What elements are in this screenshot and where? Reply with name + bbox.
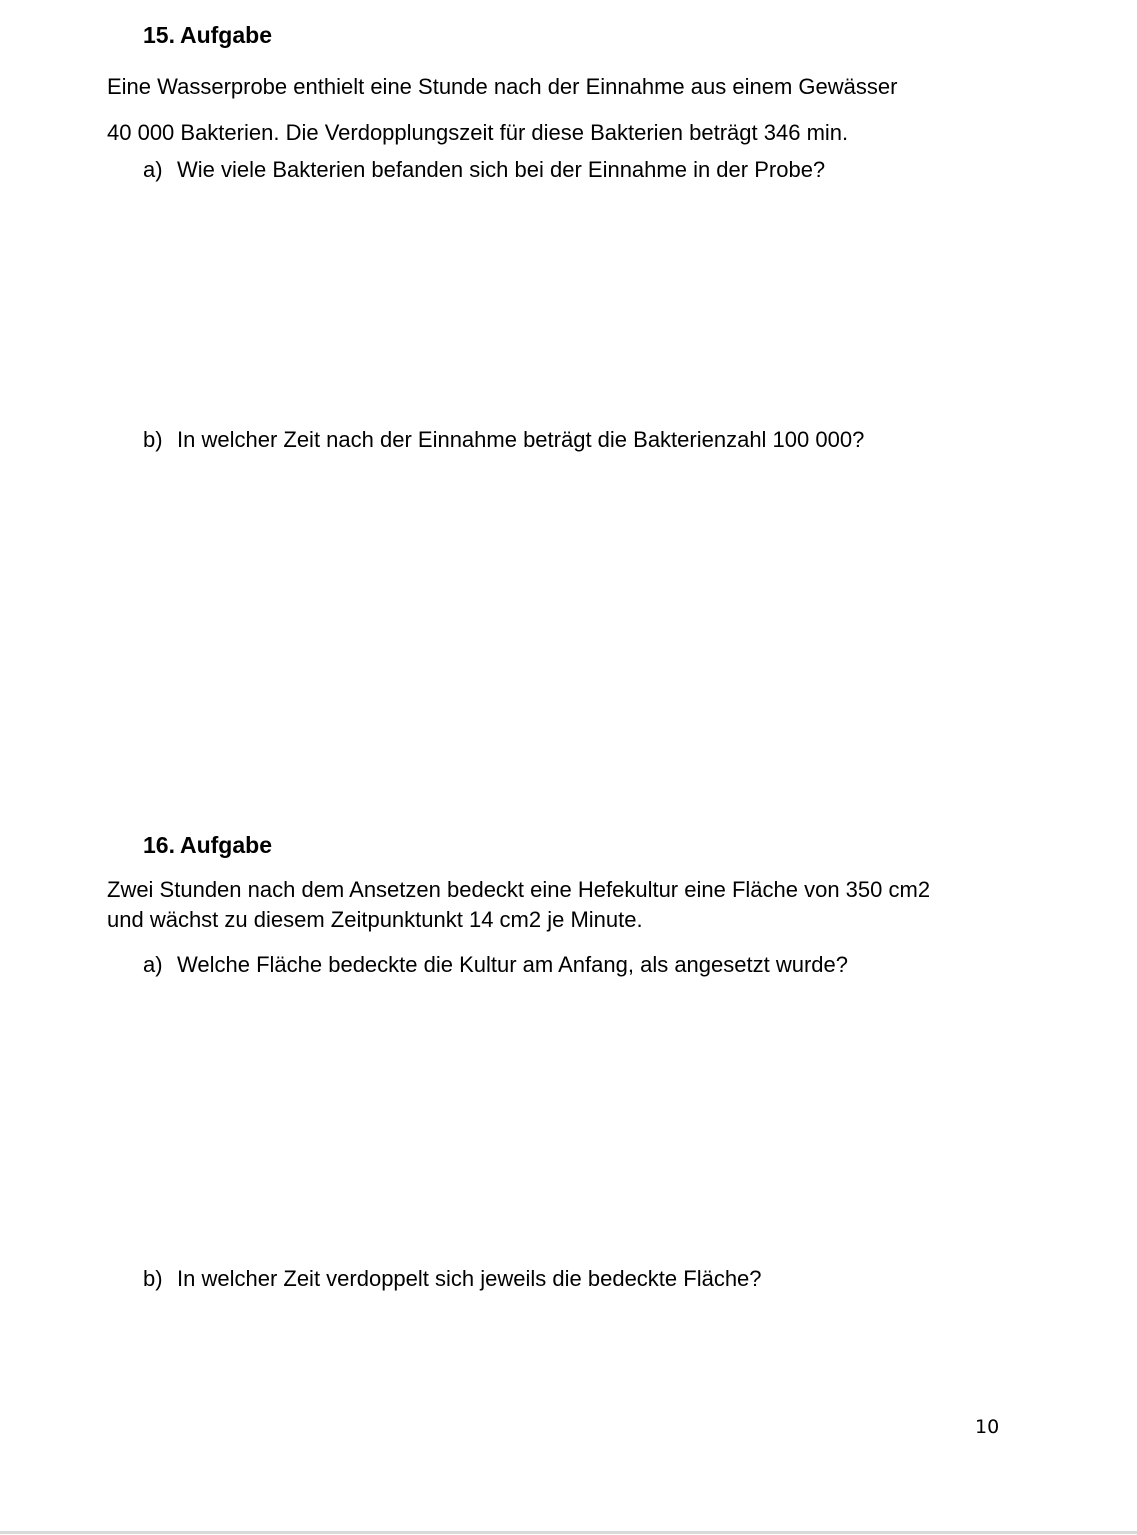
task-16-number: 16. bbox=[143, 832, 175, 858]
task-16-heading bbox=[143, 831, 272, 859]
subtask-marker: b) bbox=[143, 427, 163, 452]
subtask-text: Welche Fläche bedeckte die Kultur am Anfang, als angesetzt wurde? bbox=[177, 952, 848, 977]
subtask-marker: a) bbox=[143, 952, 163, 977]
task-16-description bbox=[107, 875, 930, 935]
task-15-text-line: 40 000 Bakterien. Die Verdopplungszeit für diese Bakterien beträgt 346 min. bbox=[107, 120, 849, 145]
task-16-subtask-a bbox=[143, 951, 848, 979]
task-16-subtask-b bbox=[143, 1265, 762, 1293]
task-15-subtask-b bbox=[143, 426, 864, 454]
task-15-number: 15. bbox=[143, 22, 175, 48]
task-16-text-line: und wächst zu diesem Zeitpunktunkt 14 cm2 je Minute. bbox=[107, 907, 643, 932]
task-15-text-line: Eine Wasserprobe enthielt eine Stunde nach der Einnahme aus einem Gewässer bbox=[107, 74, 898, 99]
subtask-text: Wie viele Bakterien befanden sich bei der Einnahme in der Probe? bbox=[177, 157, 826, 182]
subtask-text: In welcher Zeit verdoppelt sich jeweils die bedeckte Fläche? bbox=[177, 1266, 762, 1291]
task-15-description bbox=[107, 64, 897, 156]
task-15-heading bbox=[143, 21, 272, 49]
page-bottom-divider bbox=[0, 1531, 1137, 1534]
subtask-text: In welcher Zeit nach der Einnahme beträgt die Bakterienzahl 100 000? bbox=[177, 427, 865, 452]
task-16-text-line: Zwei Stunden nach dem Ansetzen bedeckt eine Hefekultur eine Fläche von 350 cm2 bbox=[107, 877, 931, 902]
subtask-marker: b) bbox=[143, 1266, 163, 1291]
task-16-title: Aufgabe bbox=[179, 832, 272, 858]
task-15-subtask-a bbox=[143, 156, 825, 184]
subtask-marker: a) bbox=[143, 157, 163, 182]
task-15-title: Aufgabe bbox=[179, 22, 272, 48]
page-number: 10 bbox=[975, 1416, 1000, 1438]
